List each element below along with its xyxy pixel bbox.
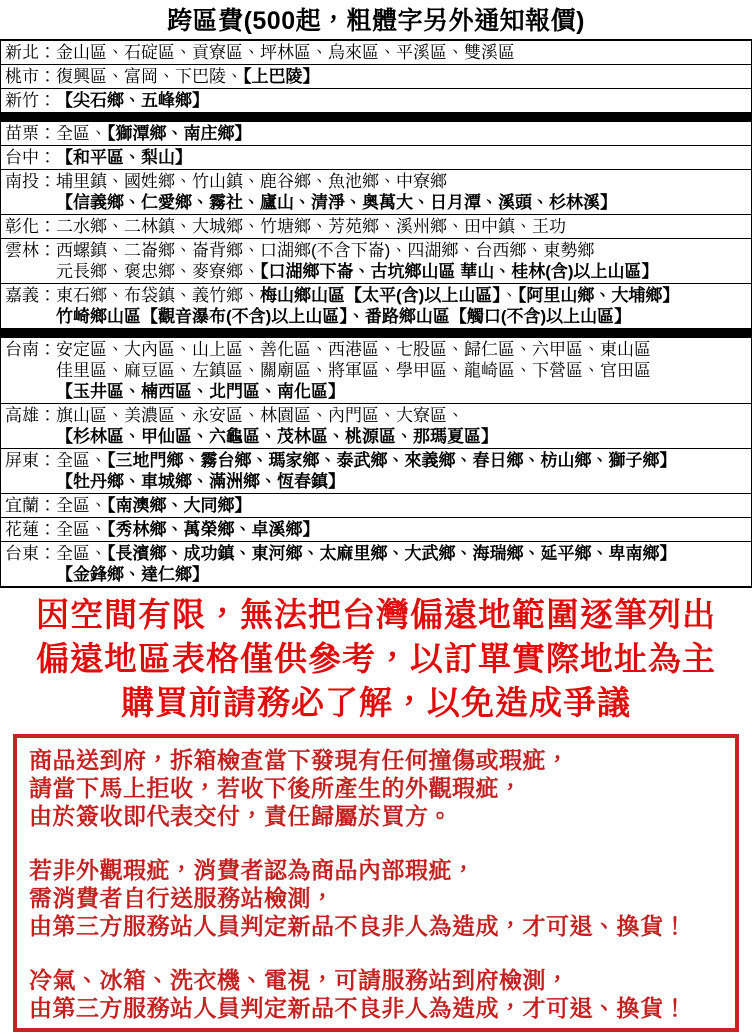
row-line [56,90,748,111]
bold-area-segment: 【秀林鄉、萬榮鄉、卓溪鄉】 [107,520,320,539]
table-row [1,239,751,284]
table-row [1,518,751,542]
area-segment: 埔里鎮、國姓鄉、竹山鎮、鹿谷鄉、魚池鄉、中寮鄉 [56,172,447,191]
warning-line: 因空間有限，無法把台灣偏遠地範圍逐筆列出 [36,596,716,633]
row-line [56,450,748,471]
area-segment: 西螺鎮、二崙鄉、崙背鄉、口湖鄉(不含下崙)、四湖鄉、台西鄉、東勢鄉 [56,241,595,260]
row-label: 台東： [5,544,56,563]
bold-area-segment: 【杉林區、甲仙區、六龜區、茂林區、桃源區、那瑪夏區】 [56,427,498,446]
table-row [1,449,751,494]
row-line [56,519,748,540]
row-line [56,564,748,585]
table-row [1,65,751,89]
row-content [56,66,748,87]
row-content [56,42,748,63]
area-segment: 全區、 [56,124,107,143]
row-content [56,450,748,492]
row-label: 高雄： [5,406,56,425]
row-content [56,339,748,402]
area-segment: 金山區、石碇區、貢寮區、坪林區、烏來區、平溪區、雙溪區 [56,43,515,62]
bold-area-segment: 梅山鄉山區【太平(含)以上山區】 [260,286,501,305]
notice-line: 商品送到府，拆箱檢查當下發現有任何撞傷或瑕疵， [29,747,570,773]
row-line [56,240,748,261]
row-label: 花蓮： [5,520,56,539]
bold-area-segment: 【南澳鄉、大同鄉】 [107,496,252,515]
bold-area-segment: 【金鋒鄉、達仁鄉】 [56,565,209,584]
row-line [56,147,748,168]
table-row [1,284,751,329]
row-content [56,519,748,540]
area-segment: 全區、 [56,496,107,515]
notice-line: 由於簽收即代表交付，責任歸屬於買方。 [29,803,452,829]
page-title: 跨區費(500起，粗體字另外通知報價) [167,7,585,35]
row-content [56,216,748,237]
row-line [56,360,748,381]
row-line [56,543,748,564]
table-row [1,215,751,239]
notice-paragraph [29,856,725,940]
row-label: 桃市： [5,67,56,86]
bold-area-segment: 【牡丹鄉、車城鄉、滿洲鄉、恆春鎮】 [56,472,345,491]
row-label: 宜蘭： [5,496,56,515]
notice-paragraph [29,746,725,830]
table-row [1,404,751,449]
notice-box [13,734,739,1032]
bold-area-segment: 【上巴陵】 [243,67,320,86]
row-label: 台中： [5,148,56,167]
row-content [56,543,748,585]
row-line [56,216,748,237]
notice-line: 冷氣、冰箱、洗衣機、電視，可請服務站到府檢測， [29,967,570,993]
bold-area-segment: 【口湖鄉下崙、古坑鄉山區 華山、桂林(含)以上山區】 [260,262,659,281]
row-label: 嘉義： [5,286,56,305]
bold-area-segment: 【三地門鄉、霧台鄉、瑪家鄉、泰武鄉、來義鄉、春日鄉、枋山鄉、獅子鄉】 [107,451,677,470]
bold-area-segment: 【阿里山鄉、大埔鄉】 [517,286,680,305]
row-line [56,171,748,192]
notice-line: 若非外觀瑕疵，消費者認為商品內部瑕疵， [29,857,476,883]
area-segment: 安定區、大內區、山上區、善化區、西港區、七股區、歸仁區、六甲區、東山區 [56,340,651,359]
region-fee-table [0,39,752,588]
row-content [56,285,748,327]
area-segment: 復興區、富岡、下巴陵、 [56,67,243,86]
notice-line: 由第三方服務站人員判定新品不良非人為造成，才可退、換貨！ [29,913,687,939]
warning-line: 購買前請務必了解，以免造成爭議 [121,684,631,721]
area-segment: 東石鄉、布袋鎮、義竹鄉、 [56,286,260,305]
row-line [56,192,748,213]
divider-bar [1,329,751,338]
area-segment: 、 [500,286,518,305]
area-segment: 全區、 [56,520,107,539]
bold-area-segment: 【長濱鄉、成功鎮、東河鄉、太麻里鄉、大武鄉、海瑞鄉、延平鄉、卑南鄉】 [107,544,677,563]
row-line [56,405,748,426]
row-label: 台南： [5,340,56,359]
bold-area-segment: 【玉井區、楠西區、北門區、南化區】 [56,382,345,401]
area-segment: 元長鄉、褒忠鄉、麥寮鄉、 [56,262,260,281]
row-line [56,306,748,327]
row-label: 苗栗： [5,124,56,143]
table-row [1,41,751,65]
divider-bar [1,113,751,122]
notice-line: 需消費者自行送服務站檢測， [29,885,335,911]
table-row [1,542,751,586]
area-segment: 旗山區、美濃區、永安區、林園區、內門區、大寮區、 [56,406,464,425]
row-label: 雲林： [5,241,56,260]
bold-area-segment: 竹崎鄉山區【觀音瀑布(不含)以上山區】、番路鄉山區【觸口(不含)以上山區】 [56,307,632,326]
table-row [1,494,751,518]
area-segment: 佳里區、麻豆區、左鎮區、關廟區、將軍區、學甲區、龍崎區、下營區、官田區 [56,361,651,380]
warning-text [0,588,752,725]
row-line [56,123,748,144]
bold-area-segment: 【尖石鄉、五峰鄉】 [56,91,209,110]
area-segment: 二水鄉、二林鎮、大城鄉、竹塘鄉、芳苑鄉、溪州鄉、田中鎮、王功 [56,217,566,236]
row-content [56,123,748,144]
bold-area-segment: 【獅潭鄉、南庄鄉】 [107,124,252,143]
bold-area-segment: 【信義鄉、仁愛鄉、霧社、廬山、清淨、奧萬大、日月潭、溪頭、杉林溪】 [56,193,617,212]
table-row [1,170,751,215]
row-line [56,42,748,63]
warning-line: 偏遠地區表格僅供參考，以訂單實際地址為主 [36,640,716,677]
bold-area-segment: 【和平區、梨山】 [56,148,192,167]
row-content [56,240,748,282]
row-content [56,90,748,111]
row-content [56,495,748,516]
table-row [1,122,751,146]
table-row [1,146,751,170]
row-content [56,171,748,213]
row-label: 彰化： [5,217,56,236]
row-label: 屏東： [5,451,56,470]
notice-paragraph [29,966,725,1022]
row-line [56,495,748,516]
table-row [1,89,751,113]
row-content [56,405,748,447]
row-line [56,66,748,87]
table-row [1,338,751,404]
row-label: 南投： [5,172,56,191]
notice-line: 由第三方服務站人員判定新品不良非人為造成，才可退、換貨！ [29,995,687,1021]
row-label: 新北： [5,43,56,62]
row-line [56,261,748,282]
row-content [56,147,748,168]
notice-line: 請當下馬上拒收，若收下後所產生的外觀瑕疵， [29,775,523,801]
row-line [56,339,748,360]
row-line [56,285,748,306]
area-segment: 全區、 [56,544,107,563]
row-label: 新竹： [5,91,56,110]
area-segment: 全區、 [56,451,107,470]
row-line [56,381,748,402]
row-line [56,471,748,492]
row-line [56,426,748,447]
